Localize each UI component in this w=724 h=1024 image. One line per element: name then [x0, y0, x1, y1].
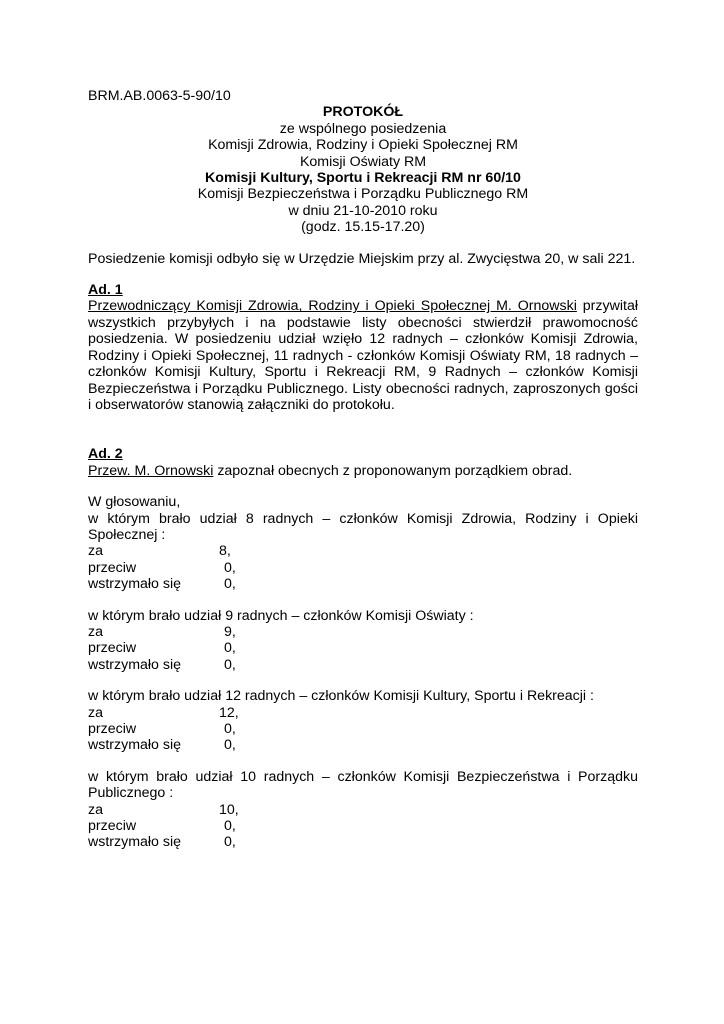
vote-group	[88, 608, 638, 674]
ad2-heading: Ad. 2	[88, 446, 123, 463]
vote-row-za: za 8,	[88, 543, 231, 560]
location-paragraph: Posiedzenie komisji odbyło się w Urzędzie Miejskim przy al. Zwycięstwa 20, w sali 221.	[88, 250, 636, 267]
document-number: BRM.AB.0063-5-90/10	[88, 88, 231, 104]
vote-row-za: za 10,	[88, 801, 239, 818]
title-block	[88, 104, 638, 235]
section-ad2	[88, 446, 638, 479]
vote-row-przeciw: przeciw 0,	[88, 818, 236, 835]
ad2-chair-name: Przew. M. Ornowski	[88, 462, 214, 479]
title-line-7: (godz. 15.15-17.20)	[301, 219, 425, 236]
vote-row-za: za 12,	[88, 704, 239, 721]
title-line-3: Komisji Oświaty RM	[299, 153, 427, 170]
voting-intro: W głosowaniu,	[88, 494, 181, 511]
vote-row-przeciw: przeciw 0,	[88, 721, 236, 737]
vote-group-description: w którym brało udział 8 radnych – członków Komisji Zdrowia, Rodziny i Opieki Społecznej :	[88, 510, 638, 543]
title-line-1: ze wspólnego posiedzenia	[279, 120, 447, 137]
ad2-paragraph	[88, 463, 638, 479]
ad1-paragraph	[88, 298, 638, 413]
vote-row-wstrzymalo: wstrzymało się 0,	[88, 656, 236, 673]
ad1-chair-name: Przewodniczący Komisji Zdrowia, Rodziny i Opieki Społecznej M. Ornowski	[88, 298, 577, 315]
ad2-text: zapoznał obecnych z proponowanym porządkiem obrad.	[217, 462, 573, 479]
ad1-text: przywitał wszystkich przybyłych i na podstawie listy obecności stwierdził prawomocność posiedzenia. W posiedzeniu udział wzięło 12 radnych – członków Komisji Zdrowia, Rodziny i Opieki Społecznej, 11 radnych - członków Komisji Oświaty RM, 18 radnych – członków Komisji Kultury, Sportu i Rekreacji RM, 9 Radnych – członków Komisji Bezpieczeństwa i Porządku Publicznego. Listy obecności radnych, zaproszonych gości i obserwatorów stanowią załączniki do protokołu.	[88, 298, 638, 413]
vote-group	[88, 688, 638, 754]
document-body	[88, 88, 638, 851]
vote-group	[88, 511, 638, 593]
voting-section	[88, 494, 638, 851]
vote-group	[88, 769, 638, 851]
vote-group-description: w którym brało udział 12 radnych – członków Komisji Kultury, Sportu i Rekreacji :	[88, 688, 594, 705]
vote-row-wstrzymalo: wstrzymało się 0,	[88, 737, 236, 754]
vote-row-przeciw: przeciw 0,	[88, 640, 236, 657]
title-line-4: Komisji Kultury, Sportu i Rekreacji RM nr 60/10	[205, 170, 521, 187]
vote-row-wstrzymalo: wstrzymało się 0,	[88, 834, 236, 851]
title-line-5: Komisji Bezpieczeństwa i Porządku Publicznego RM	[197, 186, 529, 203]
title-line-6: w dniu 21-10-2010 roku	[288, 202, 438, 219]
vote-row-za: za 9,	[88, 623, 236, 640]
ad1-heading: Ad. 1	[88, 282, 123, 299]
vote-row-przeciw: przeciw 0,	[88, 559, 236, 576]
title-line-2: Komisji Zdrowia, Rodziny i Opieki Społecznej RM	[208, 137, 518, 154]
section-ad1	[88, 282, 638, 413]
vote-row-wstrzymalo: wstrzymało się 0,	[88, 576, 236, 593]
vote-group-description: w którym brało udział 9 radnych – członków Komisji Oświaty :	[88, 607, 474, 624]
vote-group-description: w którym brało udział 10 radnych – członków Komisji Bezpieczeństwa i Porządku Publicznego :	[88, 768, 638, 802]
document-title: PROTOKÓŁ	[322, 104, 404, 121]
